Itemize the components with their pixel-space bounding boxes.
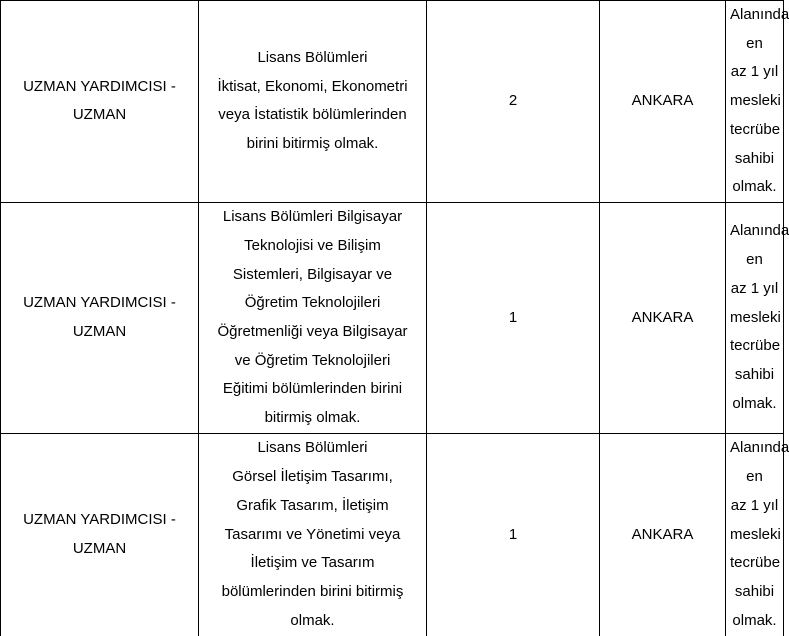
city-cell: ANKARA xyxy=(600,433,726,636)
count-cell: 1 xyxy=(427,433,600,636)
position-title-cell: UZMAN YARDIMCISI - UZMAN xyxy=(1,433,199,636)
experience-note-cell: Alanında en az 1 yıl mesleki tecrübe sahibi olmak. xyxy=(726,1,784,203)
city-cell: ANKARA xyxy=(600,1,726,203)
table-row xyxy=(1,1,784,203)
requirement-cell: Lisans Bölümleri İktisat, Ekonomi, Ekonometri veya İstatistik bölümlerinden birini bitirmiş olmak. xyxy=(199,1,427,203)
count-cell: 1 xyxy=(427,202,600,433)
city-cell: ANKARA xyxy=(600,202,726,433)
experience-note-cell: Alanında en az 1 yıl mesleki tecrübe sahibi olmak. xyxy=(726,433,784,636)
requirement-cell: Lisans Bölümleri Görsel İletişim Tasarımı, Grafik Tasarım, İletişim Tasarımı ve Yönetimi veya İletişim ve Tasarım bölümlerinden birini bitirmiş olmak. xyxy=(199,433,427,636)
experience-note-cell: Alanında en az 1 yıl mesleki tecrübe sahibi olmak. xyxy=(726,202,784,433)
position-title-cell: UZMAN YARDIMCISI - UZMAN xyxy=(1,202,199,433)
position-title-cell: UZMAN YARDIMCISI - UZMAN xyxy=(1,1,199,203)
table-row xyxy=(1,433,784,636)
requirement-cell: Lisans Bölümleri Bilgisayar Teknolojisi ve Bilişim Sistemleri, Bilgisayar ve Öğretim Teknolojileri Öğretmenliği veya Bilgisayar ve Öğretim Teknolojileri Eğitimi bölümlerinden birini bitirmiş olmak. xyxy=(199,202,427,433)
count-cell: 2 xyxy=(427,1,600,203)
table-row xyxy=(1,202,784,433)
